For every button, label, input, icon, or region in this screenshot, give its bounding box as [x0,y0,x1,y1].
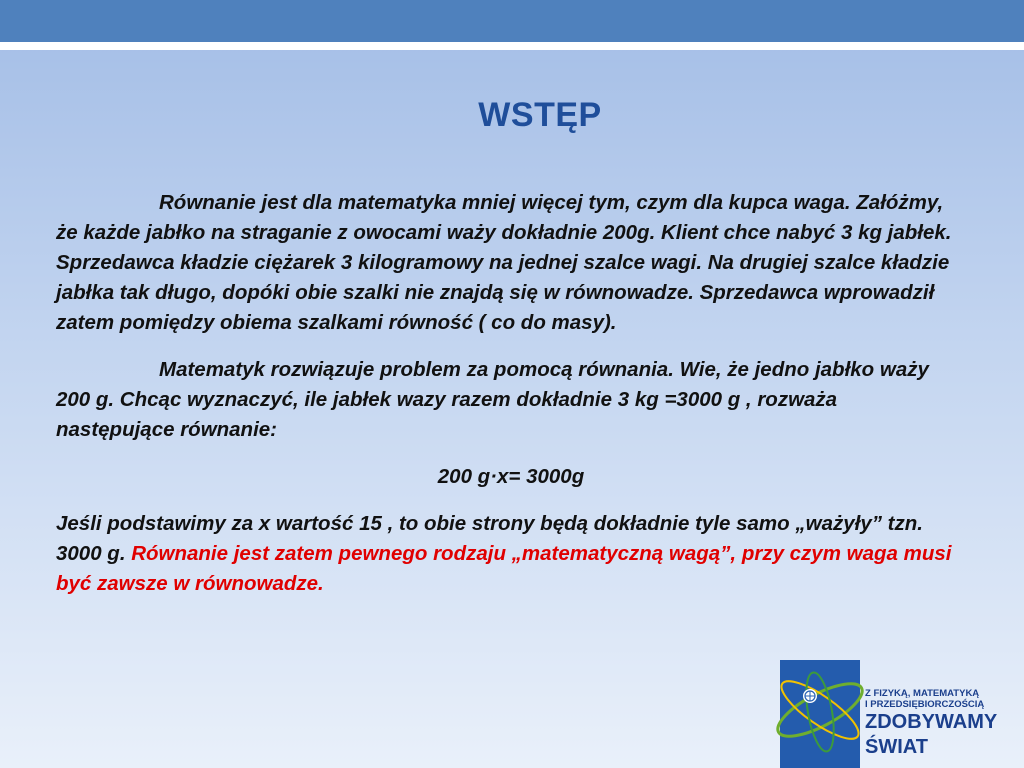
top-band [0,0,1024,42]
logo-line-3: ZDOBYWAMY [865,711,998,733]
equation-operator: · [490,465,498,488]
logo-line-1: Z FIZYKĄ, MATEMATYKĄ [865,688,980,699]
conclusion-text: Jeśli podstawimy za x wartość 15 , to obie strony będą dokładnie tyle samo „ważyły” tzn. 3000 g. [56,512,923,565]
slide-title: WSTĘP [478,96,602,134]
paragraph-method: Matematyk rozwiązuje problem za pomocą równania. Wie, że jedno jabłko waży 200 g. Chcąc wyznaczyć, ile jabłek wazy razem dokładnie 3 kg =3000 g , rozważa następujące równanie: [56,358,929,441]
logo-text [865,688,997,760]
slide-content [56,188,956,599]
equation [56,462,956,492]
logo-line-2: I PRZEDSIĘBIORCZOŚCIĄ [865,699,985,710]
logo-line-4: ŚWIAT [865,736,928,758]
conclusion-highlight: Równanie jest zatem pewnego rodzaju „matematyczną wagą”, przy czym waga musi być zawsze w równowadze. [56,542,952,595]
equation-right: x= 3000g [497,465,585,488]
top-divider [0,42,1024,50]
paragraph-conclusion [56,509,956,599]
equation-left: 200 g [437,465,491,488]
paragraph-intro: Równanie jest dla matematyka mniej więcej tym, czym dla kupca waga. Załóżmy, że każde jabłko na straganie z owocami waży dokładnie 200g. Klient chce nabyć 3 kg jabłek. Sprzedawca kładzie ciężarek 3 kilogramowy na jednej szalce wagi. Na drugiej szalce kładzie jabłka tak długo, dopóki obie szalki nie znajdą się w równowadze. Sprzedawca wprowadził zatem pomiędzy obiema szalkami równość ( co do masy). [56,191,952,334]
